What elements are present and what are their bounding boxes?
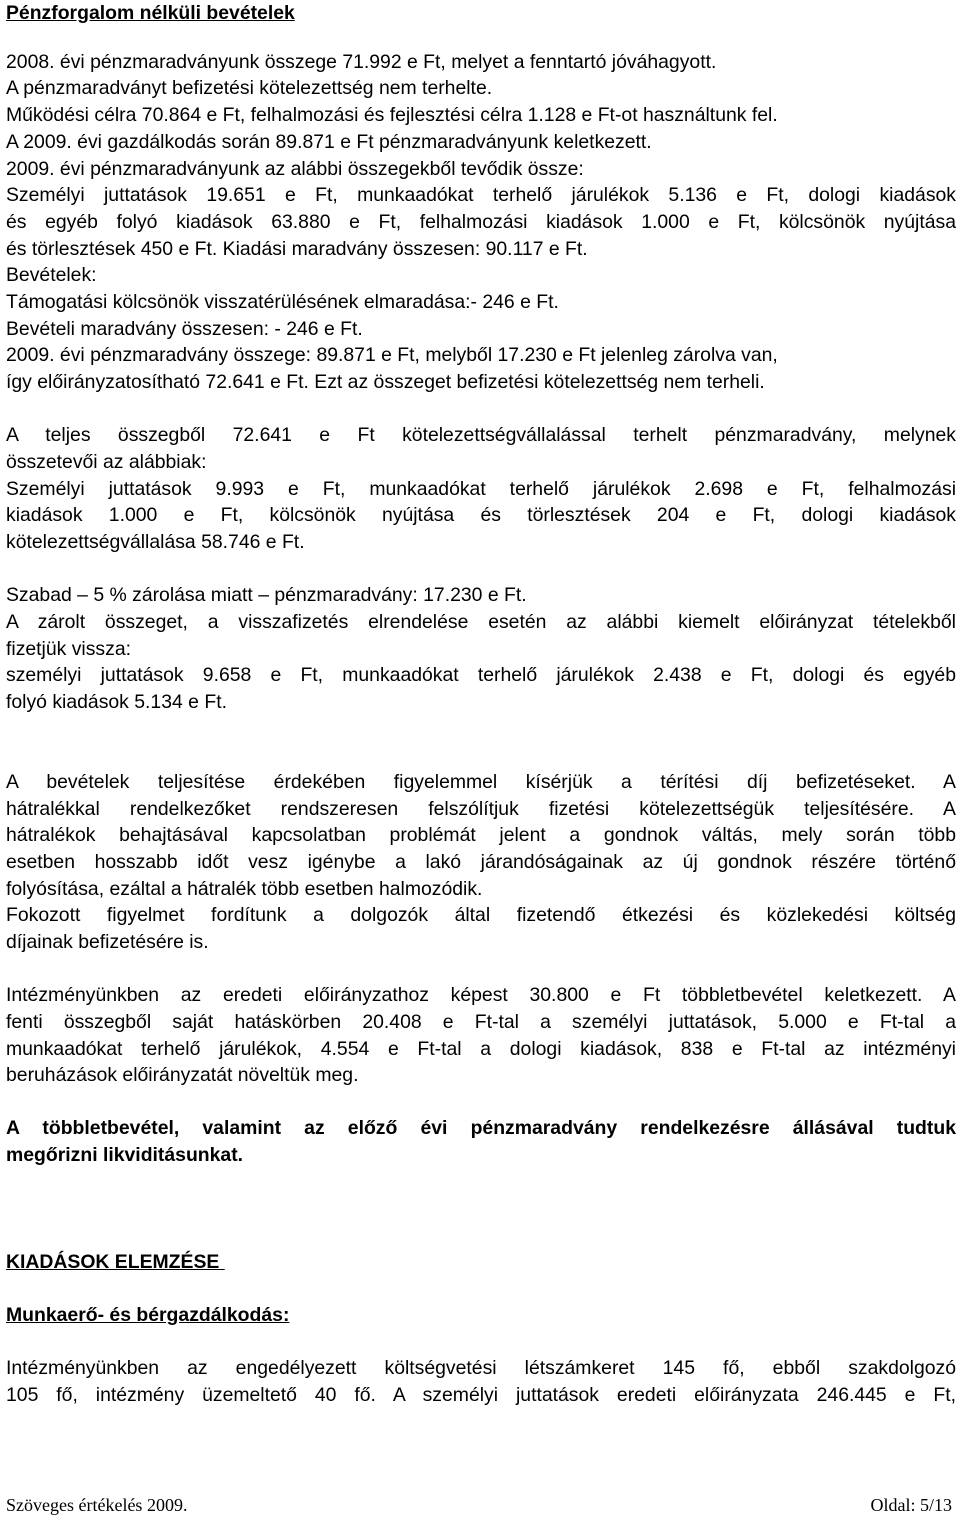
- text-line: Személyi juttatások 9.993 e Ft, munkaadókat terhelő járulékok 2.698 e Ft, felhalmozási: [6, 478, 956, 500]
- text-line: A pénzmaradványt befizetési kötelezettség nem terhelte.: [6, 77, 493, 99]
- text-line: munkaadókat terhelő járulékok, 4.554 e Ft-tal a dologi kiadások, 838 e Ft-tal az intézményi: [6, 1038, 956, 1060]
- text-line: A bevételek teljesítése érdekében figyelemmel kísérjük a térítési díj befizetéseket. A: [6, 771, 956, 793]
- text-line: Támogatási kölcsönök visszatérülésének elmaradása:- 246 e Ft.: [6, 291, 559, 313]
- subsection-heading: Munkaerő- és bérgazdálkodás:: [6, 1304, 290, 1326]
- text-line: fenti összegből saját hatáskörben 20.408 e Ft-tal a személyi juttatások, 5.000 e Ft-tal a: [6, 1011, 956, 1033]
- text-line: folyó kiadások 5.134 e Ft.: [6, 691, 227, 713]
- text-line: Működési célra 70.864 e Ft, felhalmozási és fejlesztési célra 1.128 e Ft-ot használtunk fel.: [6, 104, 778, 126]
- text-line: Intézményünkben az engedélyezett költségvetési létszámkeret 145 fő, ebből szakdolgozó: [6, 1357, 956, 1379]
- text-line: kötelezettségvállalása 58.746 e Ft.: [6, 531, 305, 553]
- text-line: és törlesztések 450 e Ft. Kiadási maradvány összesen: 90.117 e Ft.: [6, 238, 588, 260]
- text-line: A 2009. évi gazdálkodás során 89.871 e Ft pénzmaradványunk keletkezett.: [6, 131, 652, 153]
- section-title: Pénzforgalom nélküli bevételek: [6, 2, 295, 24]
- text-line: és egyéb folyó kiadások 63.880 e Ft, felhalmozási kiadások 1.000 e Ft, kölcsönök nyújtása: [6, 211, 956, 233]
- text-line: Intézményünkben az eredeti előirányzathoz képest 30.800 e Ft többletbevétel keletkezett. A: [6, 984, 956, 1006]
- text-line: Fokozott figyelmet fordítunk a dolgozók által fizetendő étkezési és közlekedési költség: [6, 904, 956, 926]
- footer-document-title: Szöveges értékelés 2009.: [6, 1495, 188, 1515]
- text-line: folyósítása, ezáltal a hátralék több esetben halmozódik.: [6, 878, 483, 900]
- text-line: hátralékok behajtásával kapcsolatban problémát jelent a gondnok váltás, mely során több: [6, 824, 956, 846]
- page-footer: [6, 1494, 952, 1516]
- text-line: díjainak befizetésére is.: [6, 931, 209, 953]
- text-line: A teljes összegből 72.641 e Ft kötelezettségvállalással terhelt pénzmaradvány, melynek: [6, 424, 956, 446]
- text-line: személyi juttatások 9.658 e Ft, munkaadókat terhelő járulékok 2.438 e Ft, dologi és egyéb: [6, 664, 956, 686]
- text-line: Bevételek:: [6, 264, 97, 286]
- text-line: beruházások előirányzatát növeltük meg.: [6, 1064, 359, 1086]
- text-line: fizetjük vissza:: [6, 638, 131, 660]
- text-line: kiadások 1.000 e Ft, kölcsönök nyújtása és törlesztések 204 e Ft, dologi kiadások: [6, 504, 956, 526]
- text-line: 2008. évi pénzmaradványunk összege 71.992 e Ft, melyet a fenntartó jóváhagyott.: [6, 51, 717, 73]
- text-line: összetevői az alábbiak:: [6, 451, 207, 473]
- section-heading: KIADÁSOK ELEMZÉSE: [6, 1251, 225, 1273]
- footer-page-number: Oldal: 5/13: [870, 1495, 952, 1515]
- text-line: Szabad – 5 % zárolása miatt – pénzmaradvány: 17.230 e Ft.: [6, 584, 527, 606]
- text-line: Személyi juttatások 19.651 e Ft, munkaadókat terhelő járulékok 5.136 e Ft, dologi kiadások: [6, 184, 956, 206]
- text-line: Bevételi maradvány összesen: - 246 e Ft.: [6, 318, 363, 340]
- text-line: 105 fő, intézmény üzemeltető 40 fő. A személyi juttatások eredeti előirányzata 246.445 e Ft,: [6, 1384, 956, 1406]
- text-line: így előirányzatosítható 72.641 e Ft. Ezt az összeget befizetési kötelezettség nem terheli.: [6, 371, 765, 393]
- bold-statement: A többletbevétel, valamint az előző évi pénzmaradvány rendelkezésre állásával tudtuk: [6, 1117, 956, 1139]
- bold-statement: megőrizni likviditásunkat.: [6, 1144, 244, 1166]
- text-line: 2009. évi pénzmaradványunk az alábbi összegekből tevődik össze:: [6, 158, 584, 180]
- text-line: esetben hosszabb időt vesz igénybe a lakó járandóságainak az új gondnok részére történő: [6, 851, 956, 873]
- text-line: hátralékkal rendelkezőket rendszeresen felszólítjuk fizetési kötelezettségük teljesítésére. A: [6, 798, 956, 820]
- text-line: 2009. évi pénzmaradvány összege: 89.871 e Ft, melyből 17.230 e Ft jelenleg zárolva van,: [6, 344, 778, 366]
- text-line: A zárolt összeget, a visszafizetés elrendelése esetén az alábbi kiemelt előirányzat tételekből: [6, 611, 956, 633]
